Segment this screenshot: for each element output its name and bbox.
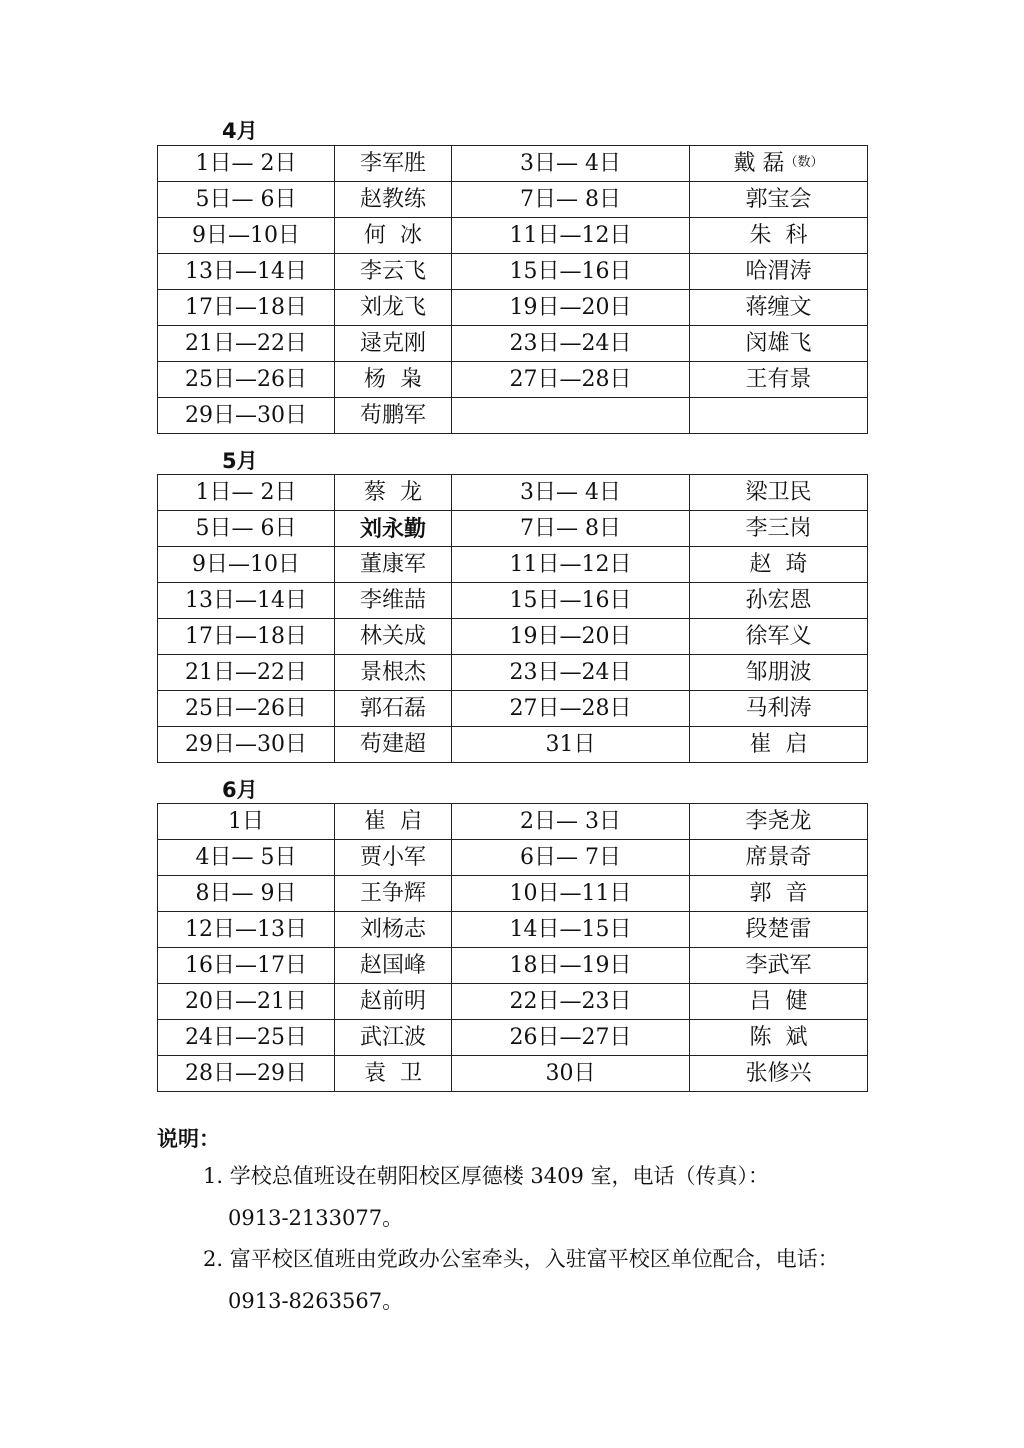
- duty-person: 赵教练: [335, 182, 452, 218]
- date-range: 26日—27日: [452, 1020, 690, 1056]
- date-range: 10日—11日: [452, 876, 690, 912]
- date-range: 23日—24日: [452, 326, 690, 362]
- table-row: [158, 984, 868, 1020]
- date-range: 5日— 6日: [158, 182, 335, 218]
- table-row: [158, 1056, 868, 1092]
- date-range: 27日—28日: [452, 362, 690, 398]
- table-row: [158, 290, 868, 326]
- month-title-may: 5月: [222, 449, 258, 473]
- date-range: 18日—19日: [452, 948, 690, 984]
- duty-person: 李维喆: [335, 583, 452, 619]
- date-range: 15日—16日: [452, 254, 690, 290]
- table-row: [158, 691, 868, 727]
- table-row: [158, 398, 868, 434]
- date-range: 3日— 4日: [452, 146, 690, 182]
- table-row: [158, 547, 868, 583]
- duty-person: 哈渭涛: [690, 254, 868, 290]
- duty-person: 董康军: [335, 547, 452, 583]
- date-range: 4日— 5日: [158, 840, 335, 876]
- duty-person: 李云飞: [335, 254, 452, 290]
- table-row: [158, 583, 868, 619]
- duty-person: [690, 398, 868, 434]
- table-row: [158, 655, 868, 691]
- duty-person: 赵前明: [335, 984, 452, 1020]
- note-item-1-line-2: 0913-2133077。: [228, 1206, 404, 1230]
- notes-title: 说明：: [157, 1127, 220, 1151]
- table-row: [158, 727, 868, 763]
- duty-person: 马利涛: [690, 691, 868, 727]
- duty-person: 席景奇: [690, 840, 868, 876]
- date-range: 21日—22日: [158, 655, 335, 691]
- date-range: 21日—22日: [158, 326, 335, 362]
- date-range: 3日— 4日: [452, 475, 690, 511]
- date-range: 23日—24日: [452, 655, 690, 691]
- month-title-june: 6月: [222, 778, 258, 802]
- table-row: [158, 804, 868, 840]
- duty-person: 景根杰: [335, 655, 452, 691]
- duty-person: 李武军: [690, 948, 868, 984]
- date-range: 12日—13日: [158, 912, 335, 948]
- table-row: [158, 146, 868, 182]
- date-range: 11日—12日: [452, 218, 690, 254]
- date-range: 6日— 7日: [452, 840, 690, 876]
- table-row: [158, 326, 868, 362]
- date-range: 22日—23日: [452, 984, 690, 1020]
- person-annotation: （数）: [784, 155, 824, 170]
- duty-person: 李三岗: [690, 511, 868, 547]
- date-range: 30日: [452, 1056, 690, 1092]
- duty-person: 逯克刚: [335, 326, 452, 362]
- duty-person: 陈 斌: [690, 1020, 868, 1056]
- duty-person: 李尧龙: [690, 804, 868, 840]
- date-range: 17日—18日: [158, 619, 335, 655]
- table-row: [158, 912, 868, 948]
- duty-table-june: [157, 803, 868, 1092]
- duty-person: 徐军义: [690, 619, 868, 655]
- table-row: [158, 1020, 868, 1056]
- duty-person: 林关成: [335, 619, 452, 655]
- duty-person: 闵雄飞: [690, 326, 868, 362]
- date-range: 13日—14日: [158, 583, 335, 619]
- duty-table-may: [157, 474, 868, 763]
- date-range: 19日—20日: [452, 290, 690, 326]
- duty-person: 杨 枭: [335, 362, 452, 398]
- duty-person: 武江波: [335, 1020, 452, 1056]
- duty-person: 李军胜: [335, 146, 452, 182]
- duty-person: 朱 科: [690, 218, 868, 254]
- duty-person: 戴 磊: [733, 151, 785, 176]
- duty-person: 郭石磊: [335, 691, 452, 727]
- date-range: 1日— 2日: [158, 475, 335, 511]
- table-row: [158, 254, 868, 290]
- date-range: 17日—18日: [158, 290, 335, 326]
- date-range: 15日—16日: [452, 583, 690, 619]
- duty-person: 袁 卫: [335, 1056, 452, 1092]
- duty-person: 孙宏恩: [690, 583, 868, 619]
- date-range: 20日—21日: [158, 984, 335, 1020]
- table-row: [158, 218, 868, 254]
- date-range: 8日— 9日: [158, 876, 335, 912]
- table-row: [158, 840, 868, 876]
- duty-person: 刘永勤: [335, 511, 452, 547]
- date-range: 16日—17日: [158, 948, 335, 984]
- month-title-april: 4月: [222, 119, 258, 143]
- duty-person-cell: [690, 146, 868, 182]
- table-row: [158, 511, 868, 547]
- duty-person: 苟鹏军: [335, 398, 452, 434]
- duty-person: 贾小军: [335, 840, 452, 876]
- date-range: 13日—14日: [158, 254, 335, 290]
- date-range: [452, 398, 690, 434]
- date-range: 31日: [452, 727, 690, 763]
- duty-person: 刘龙飞: [335, 290, 452, 326]
- date-range: 14日—15日: [452, 912, 690, 948]
- date-range: 1日: [158, 804, 335, 840]
- table-row: [158, 948, 868, 984]
- table-row: [158, 876, 868, 912]
- note-item-1-line-1: 1. 学校总值班设在朝阳校区厚德楼 3409 室，电话（传真）：: [203, 1164, 770, 1188]
- duty-person: 邹朋波: [690, 655, 868, 691]
- date-range: 11日—12日: [452, 547, 690, 583]
- date-range: 25日—26日: [158, 362, 335, 398]
- duty-person: 苟建超: [335, 727, 452, 763]
- date-range: 29日—30日: [158, 398, 335, 434]
- date-range: 24日—25日: [158, 1020, 335, 1056]
- date-range: 19日—20日: [452, 619, 690, 655]
- date-range: 7日— 8日: [452, 511, 690, 547]
- date-range: 29日—30日: [158, 727, 335, 763]
- duty-person: 吕 健: [690, 984, 868, 1020]
- duty-person: 刘杨志: [335, 912, 452, 948]
- duty-person: 蒋缠文: [690, 290, 868, 326]
- date-range: 9日—10日: [158, 218, 335, 254]
- date-range: 27日—28日: [452, 691, 690, 727]
- duty-person: 赵国峰: [335, 948, 452, 984]
- date-range: 25日—26日: [158, 691, 335, 727]
- date-range: 1日— 2日: [158, 146, 335, 182]
- duty-person: 郭 音: [690, 876, 868, 912]
- table-row: [158, 475, 868, 511]
- date-range: 5日— 6日: [158, 511, 335, 547]
- duty-person: 段楚雷: [690, 912, 868, 948]
- duty-person: 崔 启: [335, 804, 452, 840]
- duty-person: 蔡 龙: [335, 475, 452, 511]
- date-range: 28日—29日: [158, 1056, 335, 1092]
- duty-person: 崔 启: [690, 727, 868, 763]
- duty-person: 张修兴: [690, 1056, 868, 1092]
- table-row: [158, 362, 868, 398]
- date-range: 9日—10日: [158, 547, 335, 583]
- note-item-2-line-2: 0913-8263567。: [228, 1289, 404, 1313]
- duty-person: 何 冰: [335, 218, 452, 254]
- date-range: 7日— 8日: [452, 182, 690, 218]
- duty-person: 王有景: [690, 362, 868, 398]
- date-range: 2日— 3日: [452, 804, 690, 840]
- duty-table-april: [157, 145, 868, 434]
- duty-person: 赵 琦: [690, 547, 868, 583]
- table-row: [158, 182, 868, 218]
- duty-person: 梁卫民: [690, 475, 868, 511]
- note-item-2-line-1: 2. 富平校区值班由党政办公室牵头，入驻富平校区单位配合，电话：: [203, 1247, 839, 1271]
- duty-person: 郭宝会: [690, 182, 868, 218]
- duty-person: 王争辉: [335, 876, 452, 912]
- table-row: [158, 619, 868, 655]
